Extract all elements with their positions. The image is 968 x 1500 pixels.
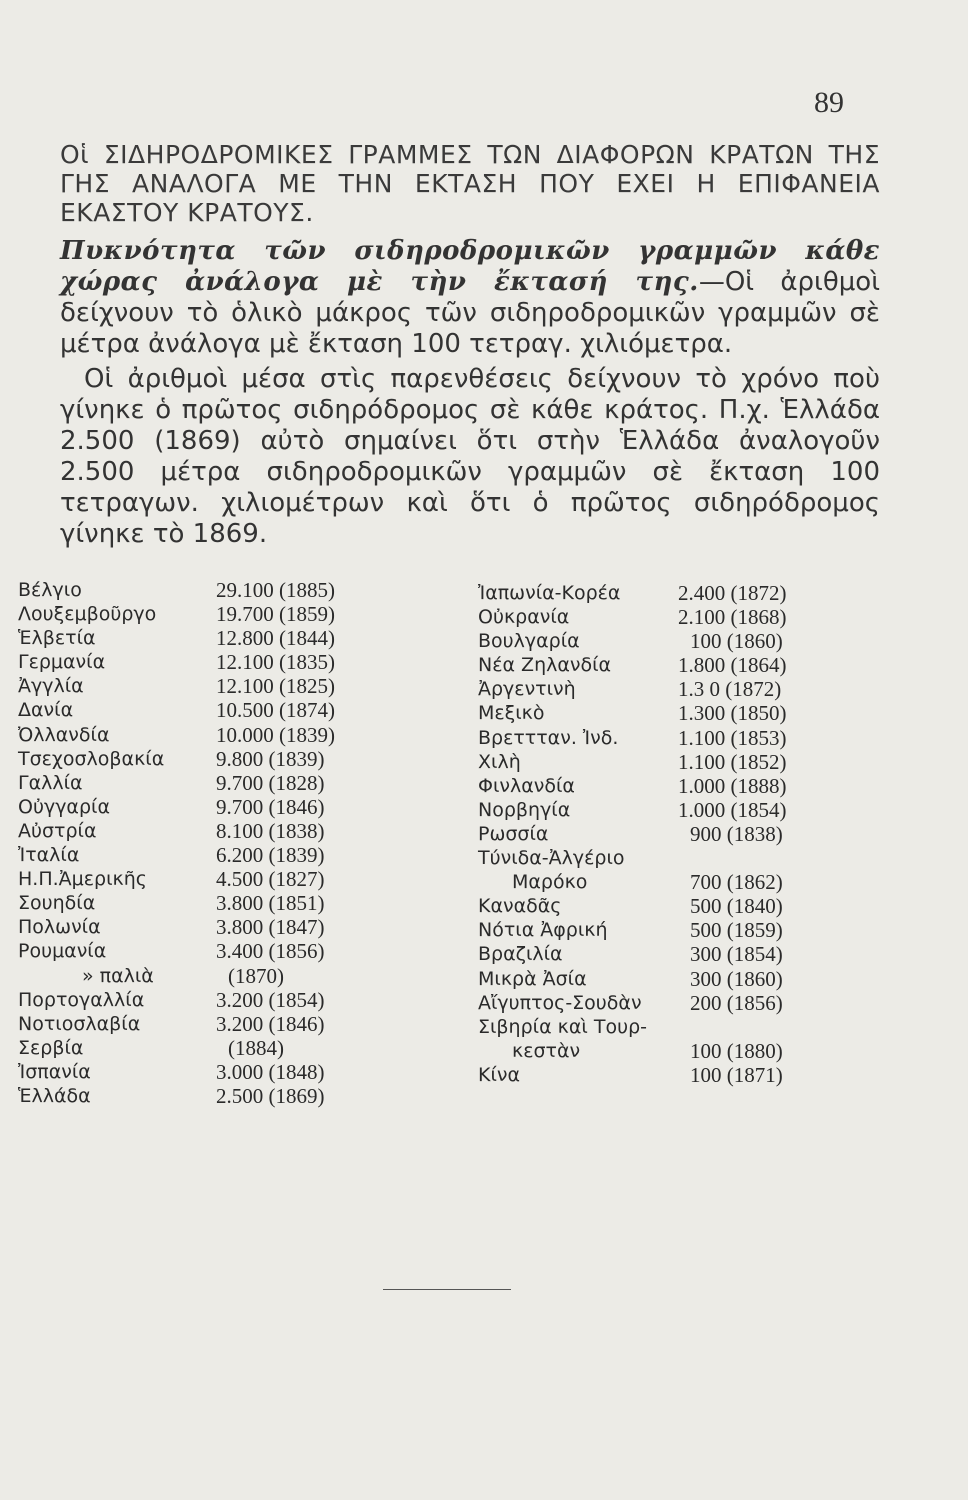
table-row: [478, 846, 838, 870]
railway-density-value: 3.000 (1848): [216, 1059, 325, 1084]
table-row: [18, 747, 378, 771]
railway-density-value: (1884): [228, 1035, 284, 1060]
railway-density-value: 2.100 (1868): [678, 605, 787, 630]
country-name: Πορτογαλλία: [18, 988, 145, 1011]
table-row: [478, 629, 838, 653]
table-row: [18, 988, 378, 1012]
intro-body: —Οἱ ἀριθμοὶ δείχνουν τὸ ὁλικὸ μάκρος τῶν σιδηροδρομικῶν γραμμῶν σὲ μέτρα ἀνάλογα μὲ ἔκταση 100 τετραγ. χιλιόμετρα.: [60, 267, 881, 359]
railway-density-value: 500 (1840): [690, 894, 783, 919]
table-row: [18, 578, 378, 602]
railway-density-value: 3.400 (1856): [216, 939, 325, 964]
railway-density-value: 3.200 (1846): [216, 1011, 325, 1036]
table-row: [18, 602, 378, 626]
railway-density-value: 100 (1860): [690, 629, 783, 654]
table-row: [478, 1063, 838, 1087]
railway-density-value: 12.100 (1825): [216, 674, 335, 699]
railway-density-value: 19.700 (1859): [216, 602, 335, 627]
railway-density-value: 200 (1856): [690, 990, 783, 1015]
country-name: Ἑλλάδα: [18, 1084, 91, 1107]
country-name: Φινλανδία: [478, 774, 575, 797]
railway-density-value: 100 (1871): [690, 1062, 783, 1087]
railway-density-value: 9.700 (1828): [216, 770, 325, 795]
railway-density-value: 900 (1838): [690, 821, 783, 846]
railway-density-value: 1.100 (1853): [678, 725, 787, 750]
country-name: Νορβηγία: [478, 798, 571, 821]
country-name: Βέλγιο: [18, 579, 82, 601]
intro-title: Πυκνότητα τῶν σιδηροδρομικῶν γραμμῶν κάθε χώρας ἀνάλογα μὲ τὴν ἔκτασή της.: [60, 236, 880, 297]
table-row: [18, 723, 378, 747]
table-row: [478, 942, 838, 966]
country-name: Ἑλβετία: [18, 627, 96, 650]
railway-density-value: (1870): [228, 963, 284, 988]
railway-density-value: 1.000 (1888): [678, 773, 787, 798]
railway-density-value: 3.200 (1854): [216, 987, 325, 1012]
table-row: [18, 939, 378, 963]
table-row: [18, 915, 378, 939]
railway-density-value: 1.000 (1854): [678, 797, 787, 822]
country-name: Πολωνία: [18, 916, 101, 939]
country-name: Αὐστρία: [18, 819, 97, 842]
table-row: [18, 771, 378, 795]
table-row: [18, 1084, 378, 1108]
country-name: Λουξεμβοῦργο: [18, 603, 157, 626]
country-name: Γερμανία: [18, 651, 106, 674]
table-row: [478, 991, 838, 1015]
table-row: [478, 870, 838, 894]
country-name: Νότια Ἀφρική: [478, 919, 608, 942]
railway-density-value: 100 (1880): [690, 1038, 783, 1063]
country-name: Βραζιλία: [478, 943, 563, 966]
railway-density-value: 2.400 (1872): [678, 581, 787, 605]
table-row: [478, 1039, 838, 1063]
country-name: Δανία: [18, 699, 74, 722]
country-name: Μικρὰ Ἀσία: [478, 967, 587, 990]
railway-density-value: 500 (1859): [690, 918, 783, 943]
section-heading: Οἱ ΣΙΔΗΡΟΔΡΟΜΙΚΕΣ ΓΡΑΜΜΕΣ ΤΩΝ ΔΙΑΦΟΡΩΝ ΚΡΑΤΩΝ ΤΗΣ ΓΗΣ ΑΝΑΛΟΓΑ ΜΕ ΤΗΝ ΕΚΤΑΣΗ ΠΟΥ ΕΧΕΙ Η ΕΠΙΦΑΝΕΙΑ ΕΚΑΣΤΟΥ ΚΡΑΤΟΥΣ.: [60, 140, 880, 227]
page-number: 89: [814, 86, 844, 119]
table-row: [478, 822, 838, 846]
country-name: Μαρόκο: [512, 871, 588, 894]
table-row: [18, 674, 378, 698]
railway-table-left: [18, 578, 378, 1108]
railway-density-value: 10.500 (1874): [216, 698, 335, 723]
railway-density-value: 1.300 (1850): [678, 701, 787, 726]
country-name: κεστὰν: [512, 1039, 581, 1062]
table-row: [18, 843, 378, 867]
table-row: [478, 653, 838, 677]
country-name: Νοτιοσλαβία: [18, 1012, 141, 1035]
table-row: [478, 581, 838, 605]
country-name: Μεξικὸ: [478, 702, 545, 725]
railway-density-value: 12.100 (1835): [216, 650, 335, 675]
railway-density-value: 1.100 (1852): [678, 749, 787, 774]
table-row: [478, 750, 838, 774]
table-row: [478, 677, 838, 701]
table-row: [478, 726, 838, 750]
country-name: Ρωσσία: [478, 822, 549, 845]
table-row: [478, 894, 838, 918]
country-name: Ἀργεντινὴ: [478, 678, 576, 701]
table-row: [478, 774, 838, 798]
table-row: [478, 701, 838, 725]
country-name: Τσεχοσλοβακία: [18, 747, 165, 770]
country-name: Ἰταλία: [18, 844, 80, 867]
railway-density-value: 300 (1854): [690, 942, 783, 967]
country-name: Σερβία: [18, 1036, 84, 1059]
railway-density-value: 4.500 (1827): [216, 867, 325, 892]
table-row: [478, 605, 838, 629]
railway-table-right: [478, 581, 838, 1087]
table-row: [18, 1060, 378, 1084]
country-name: Σιβηρία καὶ Τουρ-: [478, 1015, 647, 1038]
table-row: [18, 626, 378, 650]
country-name: Αἴγυπτος-Σουδὰν: [478, 991, 642, 1014]
country-name: Ἰαπωνία-Κορέα: [478, 582, 621, 604]
railway-density-value: 6.200 (1839): [216, 843, 325, 868]
table-row: [18, 819, 378, 843]
railway-density-value: 12.800 (1844): [216, 626, 335, 651]
footer-divider: [383, 1289, 511, 1290]
country-name: Ἀγγλία: [18, 675, 84, 698]
country-name: Ἰσπανία: [18, 1060, 91, 1083]
explanation-paragraph: Οἱ ἀριθμοὶ μέσα στὶς παρενθέσεις δείχνουν τὸ χρόνο ποὺ γίνηκε ὁ πρῶτος σιδηρόδρομος σὲ κάθε κράτος. Π.χ. Ἑλλάδα 2.500 (1869) αὐτὸ σημαίνει ὅτι στὴν Ἑλλάδα ἀναλογοῦν 2.500 μέτρα σιδηροδρομικῶν γραμμῶν σὲ ἔκταση 100 τετραγων. χιλιομέτρων καὶ ὅτι ὁ πρῶτος σιδηρόδρομος γίνηκε τὸ 1869.: [60, 364, 880, 549]
table-row: [18, 1036, 378, 1060]
country-name: Καναδᾶς: [478, 895, 562, 918]
railway-density-value: 1.3 0 (1872): [678, 677, 782, 702]
country-name: Νέα Ζηλανδία: [478, 654, 612, 677]
railway-density-value: 10.000 (1839): [216, 722, 335, 747]
country-name: Γαλλία: [18, 771, 83, 794]
table-row: [478, 798, 838, 822]
country-name: Τύνιδα-Ἀλγέριο: [478, 847, 625, 870]
table-row: [18, 891, 378, 915]
railway-density-value: 300 (1860): [690, 966, 783, 991]
table-row: [18, 964, 378, 988]
railway-density-value: 1.800 (1864): [678, 653, 787, 678]
intro-paragraph: [60, 236, 880, 360]
table-row: [478, 967, 838, 991]
railway-density-value: 2.500 (1869): [216, 1083, 325, 1108]
railway-density-value: 3.800 (1847): [216, 915, 325, 940]
railway-density-value: 9.700 (1846): [216, 794, 325, 819]
country-name: Κίνα: [478, 1063, 521, 1086]
table-row: [478, 918, 838, 942]
country-name: Βρεττταν. Ἰνδ.: [478, 726, 619, 749]
country-name: Σουηδία: [18, 892, 96, 915]
railway-density-value: 700 (1862): [690, 870, 783, 895]
country-name: Ρουμανία: [18, 940, 107, 963]
table-row: [18, 795, 378, 819]
railway-density-value: 8.100 (1838): [216, 818, 325, 843]
railway-density-value: 9.800 (1839): [216, 746, 325, 771]
country-name: Οὐγγαρία: [18, 795, 110, 818]
table-row: [478, 1015, 838, 1039]
country-name: » παλιὰ: [82, 964, 154, 987]
railway-density-value: 29.100 (1885): [216, 578, 335, 602]
table-row: [18, 1012, 378, 1036]
country-name: Χιλὴ: [478, 750, 521, 773]
railway-density-value: 3.800 (1851): [216, 891, 325, 916]
country-name: Βουλγαρία: [478, 630, 580, 653]
table-row: [18, 698, 378, 722]
table-row: [18, 867, 378, 891]
country-name: Οὐκρανία: [478, 606, 570, 629]
country-name: Ὀλλανδία: [18, 723, 110, 746]
country-name: Η.Π.Ἀμερικῆς: [18, 868, 147, 891]
table-row: [18, 650, 378, 674]
